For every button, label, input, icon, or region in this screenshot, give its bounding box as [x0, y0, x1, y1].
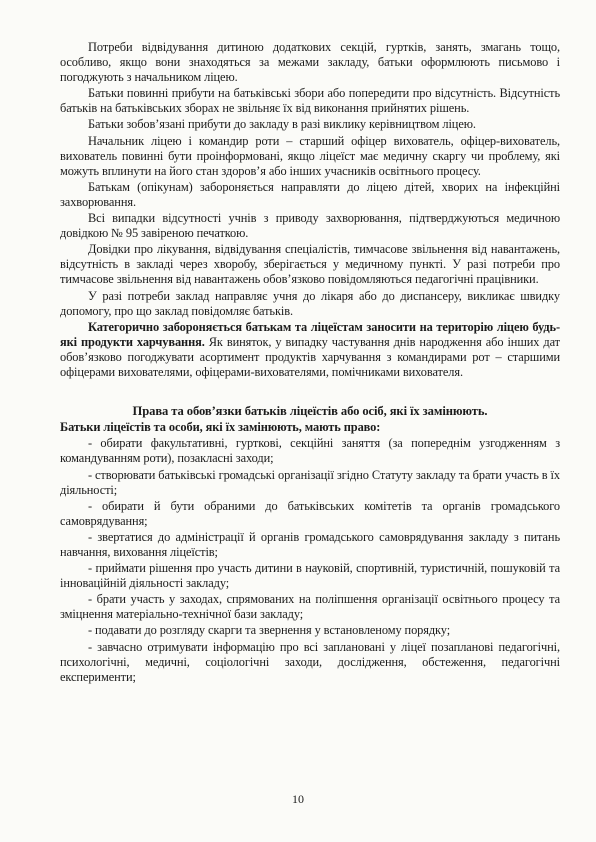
paragraph-parent-meetings: Батьки повинні прибути на батьківські збори або попередити про відсутність. Відсутність батьків на батьківських зборах не звільняє їх від виконання прийнятих рішень.: [60, 86, 560, 116]
paragraph-medical-certificates: Довідки про лікування, відвідування спеціалістів, тимчасове звільнення від навантажень, відсутність в закладі через хворобу, зберігається у медичному пункті. У разі потреби про тимчасове звільнення від навантажень обов’язково повідомляються педагогічні працівники.: [60, 242, 560, 287]
paragraph-extra-activities: Потреби відвідування дитиною додаткових секцій, гуртків, занять, змагань тощо, особливо, якщо вони знаходяться за межами закладу, батьки оформлюють письмово і погоджують з начальником ліцею.: [60, 40, 560, 85]
rights-list-item: - обирати й бути обраними до батьківських комітетів та органів громадського самоврядування;: [60, 498, 560, 528]
rights-list-item: - обирати факультативні, гурткові, секційні заняття (за попереднім узгодженням з командуванням роти), позакласні заходи;: [60, 436, 560, 466]
rights-list-item: - звертатися до адміністрації й органів громадського самоврядування закладу з питань навчання, виховання ліцеїстів;: [60, 529, 560, 560]
paragraph-medical-inform: Начальник ліцею і командир роти – старший офіцер вихователь, офіцер-вихователь, вихователь повинні бути проінформовані, якщо ліцеїст має медичну скаргу чи проблему, які можуть вплинути на його стан здоров’я або інших учасників освітнього процесу.: [60, 133, 560, 178]
page-number: 10: [292, 792, 304, 806]
rights-list-item: - подавати до розгляду скарги та звернення у встановленому порядку;: [88, 623, 451, 638]
paragraph-parent-summons: Батьки зобов’язані прибути до закладу в разі виклику керівництвом ліцею.: [88, 117, 476, 132]
section-heading: Права та обов’язки батьків ліцеїстів або осіб, які їх замінюють.: [132, 404, 488, 419]
paragraph-infectious-ban: Батькам (опікунам) забороняється направляти до ліцею дітей, хворих на інфекційні захворювання.: [60, 179, 560, 209]
paragraph-food-prohibition: [60, 320, 560, 380]
section-subheading: Батьки ліцеїстів та особи, які їх замінюють, мають право:: [60, 420, 381, 435]
food-prohibition-rest: Як виняток, у випадку частування днів народження або інших дат обов’язково погоджувати асортимент продуктів харчування з командирами рот – старшими офіцерами вихователями, офіцерами-вихователями, помічниками вихователя.: [60, 334, 560, 379]
paragraph-absence-certificate: Всі випадки відсутності учнів з приводу захворювання, підтверджуються медичною довідкою № 95 завіреною печаткою.: [60, 211, 560, 241]
paragraph-doctor-referral: У разі потреби заклад направляє учня до лікаря або до диспансеру, викликає швидку допомогу, про що заклад повідомляє батьків.: [60, 288, 560, 318]
rights-list-item: - брати участь у заходах, спрямованих на поліпшення організації освітнього процесу та зміцнення матеріально-технічної бази закладу;: [60, 592, 560, 622]
food-prohibition-bold: Категорично забороняється батькам та ліцеїстам заносити на територію ліцею будь-які продукти харчування.: [60, 319, 560, 349]
rights-list-item: - приймати рішення про участь дитини в науковій, спортивній, туристичній, пошуковій та інноваційній діяльності закладу;: [60, 561, 560, 591]
document-body: [60, 40, 560, 685]
rights-list-item: - створювати батьківські громадські організації згідно Статуту закладу та брати участь в їх діяльності;: [60, 467, 560, 497]
rights-list-item: - завчасно отримувати інформацію про всі заплановані у ліцеї позапланові педагогічні, психологічні, медичні, соціологічні заходи, дослідження, обстеження, педагогічні експерименти;: [60, 639, 560, 684]
